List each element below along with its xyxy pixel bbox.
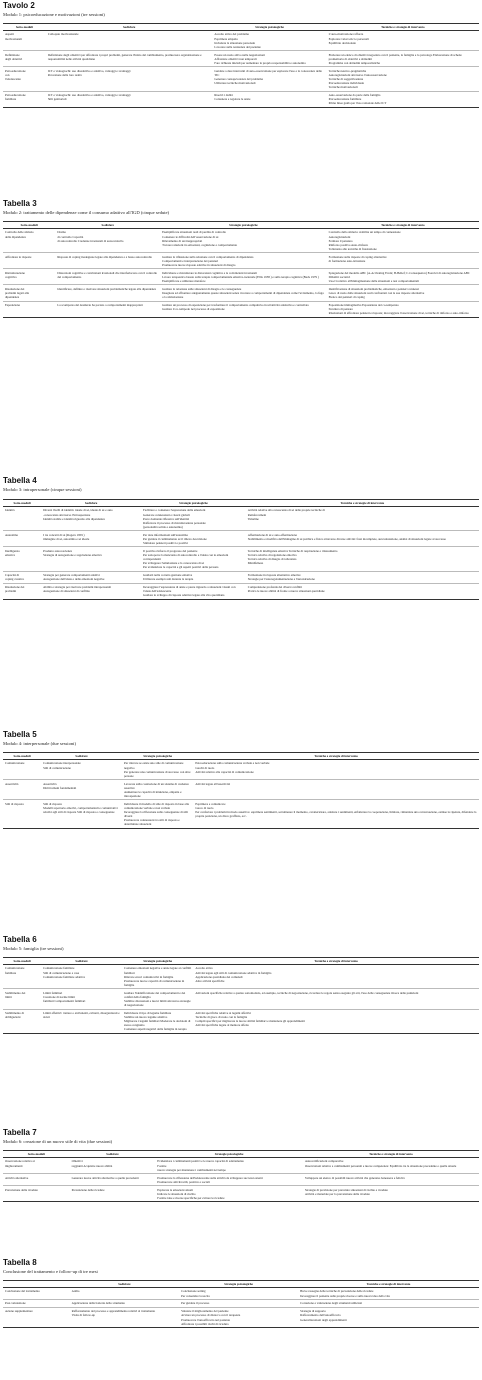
table-cell (298, 1307, 479, 1327)
table-cell (160, 229, 327, 253)
column-header: Sotto-moduli (3, 958, 41, 965)
table-cell (141, 507, 246, 531)
table-cell (3, 1174, 70, 1186)
cell-text: Rafforzamento del processo e apprendimento relativi al trattamento Visita di follow-up (71, 1309, 156, 1318)
cell-text: Formazione in risposte alternative emotive Strategie per l'autoregolamentazione e l'autoistruzione (247, 573, 315, 582)
cell-text: Attività legate all'assertività (195, 781, 230, 786)
cell-text: Esposizione immaginativa Esposizione del co-temperato Struttura di pensare Risoluzioni di affrontare pensieri e risposte; incoraggiare l'osservazione di sé, tecniche di rinforzo e auto-rinforzo (328, 302, 469, 316)
cell-text: Esprimere e comunicare Gioco di ruolo Per confortare i problemi in modo assertivo: esprimere sentimenti, sottolineare il momento, caratterizzare, adattare i sentimenti, enfatizzare la cooperazione, limitare, rimandare una conversazione, estinse la ripetuta, difendere la propria posizione, un disco graffiato, ecc. (195, 801, 477, 819)
cell-text: I tre concetti di sé (Rogers 1959 ) immagine di sé, autostima e sé ideale (43, 532, 90, 541)
table-cell (246, 531, 479, 547)
cell-text: Guidare l'identificazione dei comportamenti e dei confini della famiglia Stabilire discussioni e nuovi limiti attraverso strategie di negoziazione (123, 990, 191, 1008)
table-title: Tabella 3 (3, 199, 37, 208)
table-cell (246, 507, 479, 531)
column-header: Tecniche e strategie di intervento (193, 958, 479, 965)
cell-text: Attivazioni specifiche relative a quanto sottomodulo, ad esempio, tecniche di negoziazione, ricordare le regole senza eseguire gli atti, l'uso delle conseguenze invece delle punizioni (195, 990, 419, 995)
table-header-row (3, 958, 479, 965)
cell-text: Controllo delle stimolo della dipendenza (5, 230, 34, 239)
table-cell (155, 1158, 303, 1174)
table-cell (327, 253, 479, 269)
table-row (3, 253, 479, 269)
cell-text: Distorsioni cognitive e convinzioni irrazionali che interferiscono con il controllo del comportamento (57, 270, 158, 279)
table-row (3, 1174, 479, 1186)
table-cell (246, 583, 479, 599)
cell-text: Individuare il tipo di legame familiare Stabilire un nuovo legame adattivo Migliorare i legami familiari Moderare le decisioni di stesso congiunto Contenere aspetti negativi della famiglia in terapia (123, 1010, 191, 1032)
cell-text: Breve rassegna delle tecniche di prevenzione delle ricadute Incoraggiare il paziente sulle proprie risorse e sulla nuova idea della vita (300, 1289, 390, 1298)
cell-text: Stabilimento dei limiti (5, 990, 26, 999)
table-cell (46, 51, 213, 67)
table-header-row (3, 753, 479, 760)
table-cell (3, 253, 55, 269)
table-row (3, 1186, 479, 1202)
table-row (3, 1288, 479, 1300)
cell-text: Guidare a dare interventi di auto-osservazione per esplorare l'uso e la conoscenza delle TIC Generare consapevolezza del problema Utilizzare tecniche motivazionali (214, 68, 322, 85)
table-header-row (3, 24, 479, 31)
column-header: Sodisfare (41, 958, 122, 965)
table-cell (212, 51, 326, 67)
table-cell (3, 507, 41, 531)
data-table (3, 221, 479, 318)
cell-text: Psicoeducazione sulla comunicazione verbale e non verbale Giochi di ruolo Attività relative alle capacità di comunicazione (195, 761, 270, 774)
table-row (3, 531, 479, 547)
table-cell (46, 91, 213, 107)
table-row (3, 780, 479, 800)
column-header: Tecniche e strategie di intervento (193, 753, 479, 760)
cell-text: La scomparsa del desiderio ha portato a comportamenti inappropriati (57, 302, 143, 307)
cell-text: Individuare il modello di stile di risposta in base alla comunicazione verbale e non verbale Incoraggiare la riflessione sulle conseguenze di stili diversi Promuovere connessioni tra stili di risposta e determinate situazioni (123, 801, 190, 827)
table-cell (3, 1288, 70, 1300)
table-cell (70, 1300, 179, 1308)
table-cell (327, 269, 479, 285)
table-row (3, 547, 479, 571)
cell-text: Contenere emozioni negative e ansie legate ai conflitti familiari Rilevare errori comunicativi in famiglia Promuovere nuove capacità di comunicazione in famiglia (123, 966, 192, 987)
table-row (3, 91, 479, 107)
table-cell (303, 1174, 479, 1186)
column-header: Tecniche e strategie di intervento (246, 500, 479, 507)
cell-text: Guidare un processo di esposizione per trasformare il comportamento compulsivo in un'attività adattativa e controllata Guidare il co-tempodo nel processo di esposizione (162, 302, 309, 312)
cell-text: Essere un ruolo attivo nelle negoziazioni Affrontare obiettivi non temporali Fare richieste iniziali per aumentare la propria responsabilità e autonomia (214, 52, 306, 65)
table-cell (193, 800, 479, 828)
table-cell (3, 571, 41, 583)
table-cell (212, 31, 326, 51)
column-header: Strategie psicologiche (212, 24, 326, 31)
table-header-row (3, 1281, 479, 1288)
cell-text: Prevenzione delle ricadute (71, 1187, 105, 1192)
table-cell (327, 67, 479, 91)
table-cell (155, 1186, 303, 1202)
table-cell (70, 1288, 179, 1300)
table-cell (193, 989, 479, 1009)
cell-text: Psicoeducazione con l'adolescente (5, 68, 26, 81)
cell-text: Ascolto attivo del problema Esprimere empatia Includere la situazione personale Lavorare sulla resistenza del paziente (214, 32, 261, 49)
table-cell (246, 547, 479, 571)
cell-text: Definizione degli obiettivi per affrontare i propri problemi, generare l'inizio del cambiamento, promuovere organizzazione e responsabilità nelle attività quotidiane (47, 52, 202, 61)
table-cell (298, 1288, 479, 1300)
cell-text: Attività relative alla conoscenza di sé delle proprie tecniche di Reinforcement Timeline (247, 508, 325, 521)
table-title: Tabella 5 (3, 730, 37, 739)
table-row (3, 51, 479, 67)
table-cell (41, 507, 141, 531)
table-cell (303, 1186, 479, 1202)
cell-text: Psicoeducazione familiare (5, 92, 26, 102)
table-cell (141, 571, 246, 583)
cell-text: Elaborare un elenco di obiettivi negoziato con il paziente, la famiglia e lo psicologo Elaborazione di schede promemoria di obiettivi e abitudini Programma con abitudini temporalistiche (328, 52, 462, 65)
cell-text: Identità (5, 508, 15, 513)
table-title: Tabella 6 (3, 935, 37, 944)
cell-text: Prevenzione delle ricadute (5, 1187, 38, 1192)
column-header: Sotto-moduli (3, 222, 55, 229)
table-cell (179, 1307, 298, 1327)
table-cell (3, 301, 55, 317)
cell-text: Diversi livelli di identità: ideale di sé, ideale di sé e auto -conoscenza attraverso l'introspezione Identità stabile e identità riguardo alla dipendenza (43, 508, 113, 521)
cell-text: Strategie di previsione per prevenire situazioni di rischio e ricadute Attività e materiale per la prevenzione delle ricadute (304, 1187, 388, 1196)
column-header: Sodisfare (41, 753, 122, 760)
cell-text: Formazione sulle risposte di coping alternative di formazione auto-istruzione (328, 254, 387, 263)
column-header: Sodisfare (70, 1151, 156, 1158)
cell-text: Limiti affettivi: trattare o antivalenti, evitanti, disorganizzati e sicuri (43, 1010, 120, 1019)
cell-text: L'auto-motivazione rafforza Esplorare valori etici e personali Equilibrio decisionale (328, 32, 369, 45)
cell-text: Drama di controllo Capacità di autocontrollo Credenze irrazionali di autocontrollo (57, 230, 124, 243)
cell-text: Strategie di supporto Rafforzamento dell'autoefficacia Generalizzazioni degli apprendimenti (300, 1309, 347, 1322)
data-table (3, 957, 479, 1034)
table-cell (70, 1174, 156, 1186)
column-header: Strategie psicologiche (122, 958, 193, 965)
cell-text: Addio (71, 1289, 80, 1294)
table-cell (55, 269, 160, 285)
table-cell (55, 229, 160, 253)
table-cell (3, 760, 41, 780)
cell-text: Colloquio motivazionale (47, 32, 79, 37)
table-subtitle: Modulo 1: psicoeducazione e motivazioni (tre sessioni) (3, 12, 105, 17)
table-title: Tabella 4 (3, 476, 37, 485)
cell-text: Stabilimento di obbligazioni (5, 1010, 24, 1019)
table-row (3, 989, 479, 1009)
cell-text: Attività specifiche relative ai legami affettivi Tecniche di gioco di ruolo con la famiglia Compiti specifici per migliorare le nuove abilità familiari e mantenere gli apprendimenti Attività specifiche legate al mentore affetto (195, 1010, 305, 1028)
table-cell (3, 531, 41, 547)
table-row (3, 800, 479, 828)
column-header: Strategie psicologiche (122, 753, 193, 760)
table-cell (212, 67, 326, 91)
table-subtitle: Modulo 2: trattamento delle dipendenze come il consumo adattivo all'IGD (cinque sedute) (3, 210, 170, 215)
cell-text: Limiti familiari Creazione di norme limiti familiari Comportamenti familiari (43, 990, 86, 1003)
table-subtitle: Modulo 6: creazione di un nuovo stile di vita (due sessioni) (3, 1139, 113, 1144)
table-row (3, 1307, 479, 1327)
cell-text: Ristrutturazione cognitiva (5, 270, 25, 279)
cell-text: Correzione e valutazione degli strumenti utilizzati (300, 1301, 363, 1306)
table-cell (327, 285, 479, 301)
table-title: Tavolo 2 (3, 1, 35, 10)
column-header: Strategie psicologiche (179, 1281, 298, 1288)
cell-text: Tecniche di intelligenza emotiva Tecniche di respirazione e rilassamento Tecnica relativa di regolazione emotiva Tecnica relativa di disagio di tolleranza Mindfulness (247, 548, 338, 566)
table-row (3, 760, 479, 780)
cell-text: Autocertificazioni comparative Osservazioni relative a cambiamenti personali e nuove competenze: Equilibrio tra la situazione precedente e quella attuale (304, 1159, 457, 1168)
column-header: Tecniche e strategie di intervento (298, 1281, 479, 1288)
cell-text: Comunicazione interpersonale Stili di comunicazione (43, 761, 81, 770)
table-cell (141, 583, 246, 599)
table-cell (160, 253, 327, 269)
table-title: Tabella 7 (3, 1128, 37, 1137)
table-cell (70, 1158, 156, 1174)
cell-text: Facilitare o contenere l'espressione delle emozioni Generare connessioni e risorsi globali Porre domande riflessive sull'identità Rafforzare il processo di ristrutturazione personale (personalità solida e autonomia) (143, 508, 206, 529)
table-cell (3, 1158, 70, 1174)
table-subtitle: Conclusione del trattamento e follow-up di tre mesi (3, 1269, 98, 1274)
cell-text: Risolvi i dubbi Contenere e regolare le ansie (214, 92, 251, 102)
cell-text: Generare nuove attività alternative a quelle precedenti (71, 1175, 139, 1180)
table-cell (41, 547, 141, 571)
table-cell (3, 269, 55, 285)
table-cell (179, 1288, 298, 1300)
table-subtitle: Modulo 4: interpersonale (due sessioni) (3, 741, 76, 746)
data-table (3, 1150, 479, 1202)
column-header: Sotto-moduli (3, 753, 41, 760)
cell-text: Risoluzione dei problemi (5, 585, 25, 594)
table-cell (41, 531, 141, 547)
table-row (3, 31, 479, 51)
cell-text: Affrontare le risposte (5, 254, 32, 259)
table-cell (41, 583, 141, 599)
table-row (3, 507, 479, 531)
cell-text: Valutare il miglioramento del paziente Avviare un processo di distacco con il terapeuta Promuovere l'autoefficacia nel paziente Affrontare i possibili rischi di ricaduta (181, 1309, 241, 1326)
table-cell (3, 229, 55, 253)
cell-text: Comunicazione (5, 761, 25, 766)
cell-text: Per dare informazioni sull'autostima Per guidare il cambiamento sé il rilievo descrizione Stimolare pensieri positivi e positivi (143, 532, 207, 545)
table-cell (41, 800, 122, 828)
table-cell (3, 67, 46, 91)
table-cell (327, 301, 479, 317)
table-row (3, 229, 479, 253)
table-cell (246, 571, 479, 583)
cell-text: Il positivo rinforzo il progresso del paziente Per sottoporre la mancanza di autocontrollo e l'ansia con le emozioni corrispondenti Per sviluppare l'emulazione e la conoscenza di sé Per evidenziare le capacità e gli aspetti positivi della persona (143, 548, 229, 570)
cell-text: Auto-osservazione da parte della famiglia Psicoeducazione familiare Prime linee guida per l'uso razionale delle ICT (328, 92, 387, 106)
cell-text: Applicazione della batteria dello strumento (71, 1301, 126, 1306)
table-cell (303, 1158, 479, 1174)
table-cell (155, 1174, 303, 1186)
table-cell (160, 285, 327, 301)
data-table (3, 1280, 479, 1328)
cell-text: Affermazione di sé e auto-affermazione Stabilimento e modifica dell'immagine di sé psichica e fisica attraverso diverse attività: frasi incomplete, autovalutazione, analisi di situazioni legate al successo (247, 532, 447, 541)
cell-text: Assertività Diritti umani fondamentali (43, 781, 77, 790)
table-cell (3, 1009, 41, 1033)
table-title: Tabella 8 (3, 1258, 37, 1267)
column-header: Strategie psicologiche (160, 222, 327, 229)
table-cell (41, 1009, 122, 1033)
cell-text: Definizione degli obiettivi (5, 52, 23, 61)
cell-text: Evidenziare i cambiamenti positivi e le nuove capacità di adattamento Fornire nuove strategie per mantenere i cambiamenti nel tempo (157, 1159, 244, 1172)
cell-text: Lavorare sulla costruzione di un sistema di credenze assertive Aumentare le capacità di intuizione, empatia e introspezione (123, 781, 189, 798)
table-row (3, 965, 479, 989)
table-cell (41, 760, 122, 780)
cell-text: Risoluzione dei problemi legati alla dipendenza (5, 286, 30, 300)
cell-text: Spiegazione del modello ABC (A-Activating Event; B-Belief; C-Consequence) Esercizi di autoregistrazione ABC Dibattiti socratici Uso/ci relativo all'immaginazione delle situazioni e test comportamentali (328, 270, 470, 283)
cell-text: Guidare la riflessione sulla relazione con il comportamento di dipendenza Comportamenti e interpretazione dei pensieri Promuovere nuove risposte adattive in situazioni di disagio (162, 254, 254, 267)
table-row (3, 571, 479, 583)
column-header: Tecniche e strategie di intervento (327, 222, 479, 229)
table-cell (327, 51, 479, 67)
cell-text: Identificazione di situazioni problematiche, emozioni e pensieri connessi Gioco di ruolo dalle situazioni reali confrontati con le sue risposte alternative Elenco dei pensieri di coping (328, 286, 425, 300)
table-row (3, 67, 479, 91)
column-header: Sodisfare (70, 1281, 179, 1288)
table-cell (212, 91, 326, 107)
column-header: Strategie psicologiche (141, 500, 246, 507)
table-cell (160, 301, 327, 317)
column-header: Tecniche e strategie di intervento (303, 1151, 479, 1158)
table-header-row (3, 1151, 479, 1158)
table-row (3, 1300, 479, 1308)
column-header: Sotto-moduli (3, 24, 46, 31)
table-cell (3, 800, 41, 828)
cell-text: Conclusione del trattamento (5, 1289, 40, 1294)
data-table (3, 752, 479, 829)
table-cell (122, 989, 193, 1009)
cell-text: Per rilevare se esiste uno stile di comunicazione negativo Per generare una comunicazione di successo con altre persone (123, 761, 191, 778)
cell-text: Incoraggiare l'espressione di ansie e paure riguardo a situazioni vissuti con l'ansia dell'adolescente Guidare lo sviluppo di risposte adattive legate alla vita quotidiana (143, 585, 236, 598)
column-header (3, 1281, 70, 1288)
cell-text: Identificare, definire e risolvere situazioni problematiche legate alla dipendenza (57, 286, 157, 291)
table-cell (3, 1307, 70, 1327)
cell-text: Azione supplementare (5, 1309, 33, 1314)
column-header: Sodisfare (46, 24, 213, 31)
table-cell (55, 285, 160, 301)
column-header: Sodisfare (55, 222, 160, 229)
cell-text: Per guidare il processo (181, 1301, 210, 1306)
table-cell (3, 1186, 70, 1202)
table-subtitle: Modulo 5: famiglia (tre sessioni) (3, 946, 64, 951)
table-cell (122, 780, 193, 800)
table-row (3, 269, 479, 285)
table-cell (41, 965, 122, 989)
cell-text: Esemplificare situazioni reali di perdita di controllo Contenere le difficoltà dell'osservazione di sé Rilevamento di usi inappropriati Trovare relazioni tra emozioni, cognizione e comportamento (162, 230, 238, 247)
cell-text: Guidare la relazione sulle situazioni di disagio e le conseguenze Insegnare ad affrontare adeguatamente queste situazioni senza ricorrere a comportamenti di dipendenza come l'evitamento, la fuga o la stimolazione (162, 286, 324, 300)
data-table (3, 23, 479, 108)
cell-text: Esplorare le emozioni attuali Indicare le situazioni di rischio Fornire idee e risorse specifiche per evitare le ricadute (157, 1187, 225, 1200)
cell-text: Stili di risposta (5, 801, 24, 806)
cell-text: Aspetti motivazionali (5, 32, 23, 41)
cell-text: Autostima (5, 532, 18, 537)
table-cell (46, 67, 213, 91)
table-cell (3, 989, 41, 1009)
column-header: Strategie psicologiche (155, 1151, 303, 1158)
cell-text: Individuare e ristrutturare le distorsioni cognitive e le convinzioni irrazionali Lavoro terapeutico basato sulla terapia comportamentale emotiva-razionale (Ellis 1958 ) e sulla terapia cognitiva (Beck 1979 ) Esemplificare e utilizzare metafore (162, 270, 319, 283)
table-header-row (3, 500, 479, 507)
cell-text: Capacità di coping creativo (5, 573, 25, 582)
table-cell (122, 760, 193, 780)
table-cell (55, 253, 160, 269)
cell-text: Post-valutazione (5, 1301, 26, 1306)
table-cell (193, 760, 479, 780)
table-cell (3, 1300, 70, 1308)
column-header: Tecniche e strategie di intervento (327, 24, 479, 31)
table-cell (41, 989, 122, 1009)
table-cell (193, 1009, 479, 1033)
table-cell (122, 965, 193, 989)
table-row (3, 1009, 479, 1033)
table-cell (46, 31, 213, 51)
table-cell (327, 229, 479, 253)
cell-text: Comunicazione familiare (5, 966, 25, 975)
table-cell (55, 301, 160, 317)
table-row (3, 583, 479, 599)
cell-text: Sviluppare un elenco di possibili nuove attività che generano benessere e felicità (304, 1175, 405, 1180)
cell-text: Abilità e strategie per risolvere problemi intrapersonali Autogestione di situazioni di conflitto (43, 585, 112, 594)
cell-text: ICT e videogiochi: uso disadattivo e adattivo, vantaggi e svantaggi Stili genitoriali (47, 92, 131, 102)
cell-text: Comprensione profonda dei diversi conflitti Pratica le nuove abilità di fronte a nuove situazioni quotidiane (247, 585, 325, 594)
cell-text: Attività alternative (5, 1175, 29, 1180)
table-cell (327, 91, 479, 107)
cell-text: Obiettivi raggiunti Acquisire nuove abilità (71, 1159, 113, 1168)
table-cell (3, 547, 41, 571)
column-header: Sotto-moduli (3, 500, 41, 507)
cell-text: Comunicazione familiare Stili di comunicazione a casa Comunicazione familiare adattiva (43, 966, 85, 979)
table-cell (122, 800, 193, 828)
table-cell (3, 31, 46, 51)
table-row (3, 285, 479, 301)
cell-text: Controllo dello stimolo: stabilire un tempo di connessione Autoregistrazioni Fermare il pensiero Rinforzo positivo Auto-rinforzo Tolleranza alle tecniche di frustrazione (328, 230, 401, 251)
table-cell (3, 51, 46, 67)
table-cell (3, 780, 41, 800)
cell-text: Esposizione (5, 302, 20, 307)
cell-text: Risposte di coping inadeguate legate alla dipendenza e a basso autocontrollo (57, 254, 153, 259)
table-cell (3, 91, 46, 107)
cell-text: Intelligenza emotiva (5, 548, 20, 557)
data-table (3, 499, 479, 600)
cell-text: Promuovere la riflessione dell'adolescente sulle attività da sviluppare successi esterni Promuovere attività utili, positive e sociali (157, 1175, 263, 1184)
table-cell (70, 1186, 156, 1202)
table-row (3, 301, 479, 317)
table-cell (141, 531, 246, 547)
table-cell (41, 780, 122, 800)
table-cell (3, 285, 55, 301)
cell-text: Tecniche neurico-pragmatiche Autoregistrazioni attraverso l'autoosservazione Tecniche di soggettivazione Psicoeducazione individuale Tecniche motivazionali (328, 68, 387, 90)
table-cell (141, 547, 246, 571)
table-subtitle: Modulo 3: intrapersonale (cinque sessioni) (3, 487, 82, 492)
cell-text: Strategie per generare comportamenti adattivi Autogestione dell'ansia e delle emozioni negative (43, 573, 105, 582)
table-cell (193, 780, 479, 800)
column-header: Sotto-moduli (3, 1151, 70, 1158)
cell-text: Stili di risposta Modelli repertorio emotivi, comportamentali e comunicativi relativi agli stili di risposta Stili di risposta e conseguenze (43, 801, 118, 814)
cell-text: Osservazione relativa ai miglioramenti (5, 1159, 35, 1168)
table-cell (70, 1307, 179, 1327)
cell-text: Conclusione setting Per consentire la uscita (181, 1289, 210, 1298)
table-cell (41, 571, 141, 583)
table-cell (3, 583, 41, 599)
cell-text: ICT e videogiochi: uso disadattivo e adattivo, vantaggi e svantaggi Percezione della loro realtà (47, 68, 131, 77)
table-cell (3, 965, 41, 989)
table-cell (193, 965, 479, 989)
cell-text: Assertività (5, 781, 19, 786)
table-cell (327, 31, 479, 51)
table-cell (298, 1300, 479, 1308)
table-cell (179, 1300, 298, 1308)
column-header: Sodisfare (41, 500, 141, 507)
table-cell (122, 1009, 193, 1033)
cell-text: Produrre autocoscienza Strategie di autogestione e regolazione emotiva (43, 548, 102, 557)
table-header-row (3, 222, 479, 229)
cell-text: Ascolto attivo Attività legate agli stili di comunicazione adattiva in famiglia Applicazione quotidiana dei comunali Altre attività specifiche (195, 966, 272, 983)
table-row (3, 1158, 479, 1174)
cell-text: Guidarti nella corretta gestione emotiva Utilizzare esempi reali durante la terapia (143, 573, 194, 582)
table-cell (160, 269, 327, 285)
